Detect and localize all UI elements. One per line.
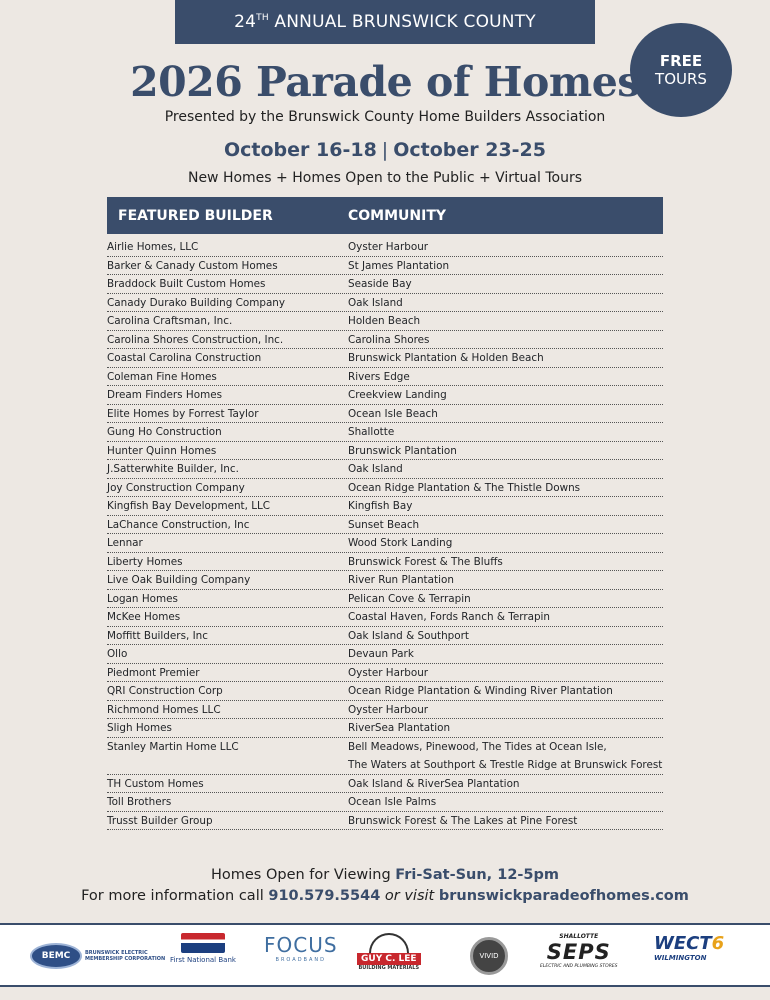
builder-name: Coleman Fine Homes: [107, 370, 217, 383]
table-row: [107, 257, 663, 276]
table-row: [107, 534, 663, 553]
table-row: [107, 386, 663, 405]
community-name: River Run Plantation: [348, 574, 454, 586]
community-name: Coastal Haven, Fords Ranch & Terrapin: [348, 611, 551, 623]
focus-sub: BROADBAND: [275, 957, 326, 963]
builder-name: J.Satterwhite Builder, Inc.: [107, 463, 239, 475]
table-row: [107, 553, 663, 572]
community-name: Brunswick Plantation & Holden Beach: [348, 352, 544, 364]
table-row: [107, 664, 663, 683]
community-name: Rivers Edge: [348, 370, 410, 383]
date-separator: |: [381, 139, 389, 161]
builder-name: Richmond Homes LLC: [107, 703, 221, 716]
builder-name: Kingfish Bay Development, LLC: [107, 500, 271, 512]
builder-name: Carolina Craftsman, Inc.: [107, 315, 233, 327]
builder-name: Gung Ho Construction: [107, 426, 222, 438]
community-name: Brunswick Forest & The Lakes at Pine Forest: [348, 814, 578, 827]
community-name: Ocean Isle Beach: [348, 407, 438, 420]
seps-sub: ELECTRIC AND PLUMBING STORES: [540, 964, 618, 969]
guy-lee-sub: BUILDING MATERIALS: [358, 965, 420, 971]
builder-name: Braddock Built Custom Homes: [107, 278, 266, 290]
community-name: Oyster Harbour: [348, 666, 429, 679]
community-name: Creekview Landing: [348, 389, 447, 401]
table-row: [107, 331, 663, 350]
builder-name: Coastal Carolina Construction: [107, 352, 262, 364]
column-header-community: COMMUNITY: [348, 208, 447, 224]
vivid-logo: [470, 933, 508, 979]
banner-ordinal: 24TH: [234, 12, 269, 32]
builder-name: LaChance Construction, Inc: [107, 518, 250, 531]
builder-name: Ollo: [107, 648, 128, 660]
table-row: [107, 701, 663, 720]
builder-name: Barker & Canady Custom Homes: [107, 259, 278, 272]
more-info: [0, 888, 770, 904]
community-line: The Waters at Southport & Trestle Ridge at Brunswick Forest: [348, 759, 663, 771]
table-row: [107, 497, 663, 516]
table-row: [107, 294, 663, 313]
community-name: Kingfish Bay: [348, 500, 413, 512]
community-name: Oak Island & RiverSea Plantation: [348, 777, 520, 790]
viewing-time: Fri-Sat-Sun, 12-5pm: [395, 867, 560, 883]
date-weekend-2: October 23-25: [393, 139, 546, 161]
community-name: Shallotte: [348, 426, 395, 438]
community-name: Wood Stork Landing: [348, 537, 453, 549]
table-row: [107, 775, 663, 794]
focus-broadband-logo: [264, 933, 338, 979]
community-line: Bell Meadows, Pinewood, The Tides at Ocean Isle,: [348, 740, 607, 753]
table-row: [107, 590, 663, 609]
builder-name: Dream Finders Homes: [107, 389, 222, 401]
bemc-logo: [30, 933, 165, 979]
sponsor-bar: [0, 923, 770, 987]
table-row: [107, 442, 663, 461]
builder-name: Joy Construction Company: [107, 481, 245, 494]
badge-line1: FREE: [659, 52, 703, 70]
table-row: [107, 423, 663, 442]
table-row: [107, 405, 663, 424]
builder-table: [107, 238, 663, 830]
community-name: Pelican Cove & Terrapin: [348, 592, 471, 605]
seps-top: SHALLOTTE: [559, 933, 599, 940]
wect-sub: WILMINGTON: [654, 954, 707, 962]
wect-logo: [654, 933, 724, 979]
builder-name: Lennar: [107, 537, 143, 549]
builder-name: Piedmont Premier: [107, 666, 200, 679]
column-header-builder: FEATURED BUILDER: [118, 208, 273, 224]
page-title: 2026 Parade of Homes: [130, 58, 640, 106]
table-header: [107, 197, 663, 234]
guy-c-lee-logo: [357, 933, 421, 979]
community-name: Sunset Beach: [348, 518, 420, 531]
fnb-text: First National Bank: [170, 956, 236, 964]
viewing-label: Homes Open for Viewing: [210, 867, 396, 883]
builder-name: Moffitt Builders, Inc: [107, 629, 208, 642]
presented-by: Presented by the Brunswick County Home Builders Association: [164, 109, 606, 125]
builder-name: Logan Homes: [107, 592, 178, 605]
builder-name: Live Oak Building Company: [107, 574, 251, 586]
community-name: Oak Island: [348, 296, 403, 309]
first-national-bank-logo: [170, 933, 236, 979]
seps-text: SEPS: [546, 940, 611, 964]
vivid-circle: VIVID: [470, 937, 508, 975]
table-row: [107, 349, 663, 368]
table-row: [107, 793, 663, 812]
flag-icon: [181, 933, 225, 953]
builder-name: Trusst Builder Group: [107, 814, 213, 827]
community-name: Brunswick Forest & The Bluffs: [348, 555, 503, 568]
community-name: Carolina Shores: [348, 333, 430, 346]
community-name: Oak Island & Southport: [348, 629, 469, 642]
table-row: [107, 479, 663, 498]
table-row: [107, 719, 663, 738]
community-name: Ocean Isle Palms: [348, 796, 437, 808]
table-row: [107, 812, 663, 831]
table-row: [107, 460, 663, 479]
table-row: [107, 738, 663, 775]
table-row: [107, 312, 663, 331]
table-row: [107, 608, 663, 627]
builder-name: Liberty Homes: [107, 555, 183, 568]
community-name: Oyster Harbour: [348, 241, 429, 253]
builder-name: Sligh Homes: [107, 722, 172, 734]
wect-text: WECT6: [654, 933, 725, 954]
banner-text: ANNUAL BRUNSWICK COUNTY: [274, 12, 536, 32]
date-weekend-1: October 16-18: [224, 139, 377, 161]
table-row: [107, 627, 663, 646]
guy-lee-text: GUY C. LEE: [357, 953, 421, 965]
bemc-text: BRUNSWICK ELECTRIC MEMBERSHIP CORPORATION: [85, 950, 166, 962]
table-row: [107, 571, 663, 590]
community-name: Devaun Park: [348, 648, 414, 660]
community-name: St James Plantation: [348, 259, 450, 272]
focus-text: FOCUS: [264, 933, 338, 957]
top-banner: [175, 0, 595, 44]
tagline: New Homes + Homes Open to the Public + Virtual Tours: [187, 170, 583, 186]
community-name: Seaside Bay: [348, 278, 412, 290]
table-row: [107, 682, 663, 701]
builder-name: TH Custom Homes: [107, 777, 204, 790]
website-link[interactable]: brunswickparadeofhomes.com: [438, 888, 689, 904]
community-name: Brunswick Plantation: [348, 444, 457, 457]
builder-name: Airlie Homes, LLC: [107, 241, 199, 253]
builder-name: Canady Durako Building Company: [107, 296, 286, 309]
bemc-oval: BEMC: [30, 943, 82, 969]
table-row: [107, 238, 663, 257]
seps-logo: [540, 933, 618, 979]
info-prefix: For more information call: [81, 888, 269, 904]
dome-icon: [369, 933, 409, 953]
table-row: [107, 368, 663, 387]
community-name: Oyster Harbour: [348, 703, 429, 716]
table-row: [107, 275, 663, 294]
table-row: [107, 516, 663, 535]
table-row: [107, 645, 663, 664]
community-name: [348, 738, 662, 775]
builder-name: McKee Homes: [107, 611, 181, 623]
community-name: Ocean Ridge Plantation & The Thistle Downs: [348, 481, 581, 494]
community-name: Holden Beach: [348, 315, 421, 327]
builder-name: QRI Construction Corp: [107, 685, 223, 697]
builder-name: Stanley Martin Home LLC: [107, 740, 239, 753]
builder-name: Hunter Quinn Homes: [107, 444, 217, 457]
viewing-hours: [0, 867, 770, 883]
community-name: RiverSea Plantation: [348, 722, 451, 734]
builder-name: Toll Brothers: [107, 796, 172, 808]
event-dates: [0, 139, 770, 161]
community-name: Oak Island: [348, 463, 403, 475]
builder-name: Elite Homes by Forrest Taylor: [107, 407, 259, 420]
info-mid: or visit: [380, 888, 439, 904]
builder-name: Carolina Shores Construction, Inc.: [107, 333, 284, 346]
phone-number[interactable]: 910.579.5544: [268, 888, 381, 904]
badge-line2: TOURS: [655, 70, 707, 88]
community-name: Ocean Ridge Plantation & Winding River Plantation: [348, 685, 613, 697]
